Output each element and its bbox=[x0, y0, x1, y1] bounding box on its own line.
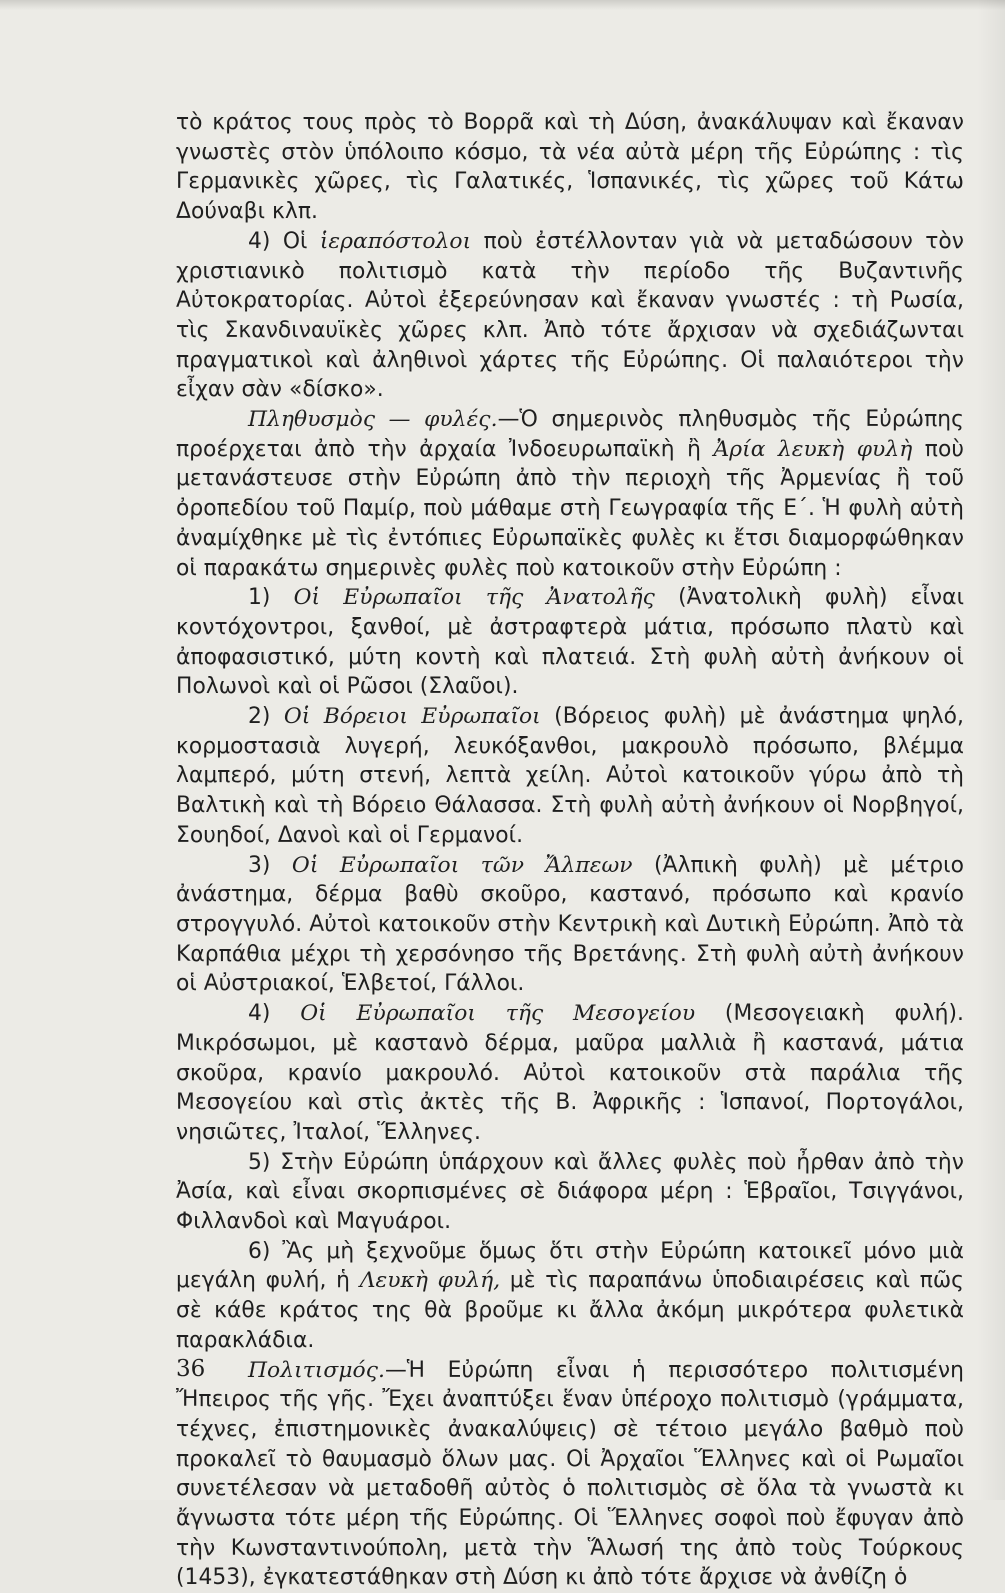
race-number: 2) bbox=[248, 704, 271, 730]
body-text bbox=[176, 108, 964, 1593]
section-heading-civilization: Πολιτισμός. bbox=[248, 1357, 385, 1383]
race-description: (Ἀνατολικὴ φυλὴ) εἶναι κοντόχοντροι, ξανθοί, μὲ ἀστραφτερὰ μάτια, πρόσωπο πλατὺ καὶ ἀποφασιστικό, μύτη κοντὴ καὶ πλατειά. Στὴ φυλὴ αὐτὴ ἀνήκουν οἱ Πολωνοὶ καὶ οἱ Ρῶσοι (Σλαῦοι). bbox=[176, 585, 964, 700]
paragraph-intro: τὸ κράτος τους πρὸς τὸ Βορρᾶ καὶ τὴ Δύση, ἀνακάλυψαν καὶ ἔκαναν γνωστὲς στὸν ὑπόλοιπο κόσμο, τὰ νέα αὐτὰ μέρη τῆς Εὐρώπης : τὶς Γερμανικὲς χῶρες, τὶς Γαλατικές, Ἱσπανικές, τὶς χῶρες τοῦ Κάτω Δούναβι κλπ. bbox=[176, 110, 964, 225]
race-item bbox=[176, 999, 964, 1148]
page-number: 36 bbox=[176, 1356, 206, 1382]
paragraph-text: —Ὁ σημερινὸς πληθυσμὸς τῆς Εὐρώπης προέρχεται ἀπὸ τὴν ἀρχαία Ἰνδοευρωπαϊκὴ ἢ bbox=[176, 407, 964, 462]
paragraph-text: —Ἡ Εὐρώπη εἶναι ἡ περισσότερο πολιτισμένη Ἤπειρος τῆς γῆς. Ἔχει ἀναπτύξει ἕναν ὑπέροχο πολιτισμὸ (γράμματα, τέχνες, ἐπιστημονικὲς ἀνακαλύψεις) σὲ τέτοιο μεγάλο βαθμὸ ποὺ προκαλεῖ τὸ θαυμασμὸ ὅλων μας. Οἱ Ἀρχαῖοι Ἕλληνες καὶ οἱ Ρωμαῖοι συνετέλεσαν νὰ μεταδοθῆ αὐτὸς ὁ πολιτισμὸς σὲ ὅλα τὰ γνωστὰ κι ἄγνωστα τότε μέρη τῆς Εὐρώπης. Οἱ Ἕλληνες σοφοὶ ποὺ ἔφυγαν ἀπὸ τὴν Κωνσταντινούπολη, μετὰ τὴν Ἅλωσή της ἀπὸ τοὺς Τούρκους (1453), ἐγκατεστάθηκαν στὴ Δύση κι ἀπὸ τότε ἄρχισε νὰ ἀνθίζη ὁ bbox=[176, 1357, 964, 1591]
race-name: Οἱ Εὐρωπαῖοι τῆς Μεσογείου bbox=[300, 1001, 696, 1027]
paragraph-asian-races: 5) Στὴν Εὐρώπη ὑπάρχουν καὶ ἄλλες φυλὲς ποὺ ἦρθαν ἀπὸ τὴν Ἀσία, καὶ εἶναι σκορπισμένες σὲ διάφορα μέρη : Ἑβραῖοι, Τσιγγάνοι, Φιλλανδοὶ καὶ Μαγυάροι. bbox=[176, 1149, 964, 1235]
paragraph-white-race bbox=[176, 1237, 964, 1356]
race-description: (Ἀλπικὴ φυλὴ) μὲ μέτριο ἀνάστημα, δέρμα βαθὺ σκοῦρο, καστανό, πρόσωπο καὶ κρανίο στρογγυλό. Αὐτοὶ κατοικοῦν στὴν Κεντρικὴ καὶ Δυτικὴ Εὐρώπη. Ἀπὸ τὰ Καρπάθια μέχρι τὴ χερσόνησο τῆς Βρετάνης. Στὴ φυλὴ αὐτὴ ἀνήκουν οἱ Αὐστριακοί, Ἑλβετοί, Γάλλοι. bbox=[176, 852, 964, 997]
race-item bbox=[176, 851, 964, 1000]
section-heading-population: Πληθυσμὸς — φυλές. bbox=[248, 407, 498, 433]
race-description: (Μεσογειακὴ φυλή). Μικρόσωμοι, μὲ καστανὸ δέρμα, μαῦρα μαλλιὰ ἢ καστανά, μάτια σκοῦρα, κρανίο μακρουλό. Αὐτοὶ κατοικοῦν στὰ παράλια τῆς Μεσογείου καὶ στὶς ἀκτὲς τῆς Β. Ἀφρικῆς : Ἱσπανοί, Πορτογάλοι, νησιῶτες, Ἰταλοί, Ἕλληνες. bbox=[176, 1001, 965, 1145]
paragraph-civilization bbox=[176, 1356, 964, 1593]
race-number: 3) bbox=[248, 852, 271, 878]
page-edge-shadow bbox=[977, 0, 1005, 1500]
race-item bbox=[176, 583, 964, 702]
race-number: 4) bbox=[248, 1001, 271, 1027]
paragraph-text: μὲ τὶς παραπάνω ὑποδιαιρέσεις καὶ πῶς σὲ κάθε κράτος της θὰ βροῦμε κι ἄλλα ἀκόμη μικρότερα φυλετικὰ παρακλάδια. bbox=[176, 1268, 965, 1353]
paragraph-missionaries bbox=[176, 227, 964, 405]
paragraph-text: ποὺ μετανάστευσε στὴν Εὐρώπη ἀπὸ τὴν περιοχὴ τῆς Ἀρμενίας ἢ τοῦ ὀροπεδίου τοῦ Παμίρ, ποὺ μάθαμε στὴ Γεωγραφία τῆς Ε΄. Ἡ φυλὴ αὐτὴ ἀναμίχθηκε μὲ τὶς ἐντόπιες Εὐρωπαϊκὲς φυλὲς κι ἔτσι διαμορφώθηκαν οἱ παρακάτω σημερινὲς φυλὲς ποὺ κατοικοῦν στὴν Εὐρώπη : bbox=[176, 436, 964, 581]
paragraph-text: ποὺ ἐστέλλονταν γιὰ νὰ μεταδώσουν τὸν χριστιανικὸ πολιτισμὸ κατὰ τὴν περίοδο τῆς Βυζαντινῆς Αὐτοκρατορίας. Αὐτοὶ ἐξερεύνησαν καὶ ἔκαναν γνωστές : τὴ Ρωσία, τὶς Σκανδιναυϊκὲς χῶρες κλπ. Ἀπὸ τότε ἄρχισαν νὰ σχεδιάζωνται πραγματικοὶ καὶ ἀληθινοὶ χάρτες τῆς Εὐρώπης. Οἱ παλαιότεροι τὴν εἶχαν σὰν «δίσκο». bbox=[176, 228, 964, 403]
emphasis-aryan-race: Ἀρία λευκὴ φυλὴ bbox=[713, 436, 913, 462]
item-number: 4) Οἱ bbox=[248, 228, 308, 254]
emphasis-white-race: Λευκὴ φυλή, bbox=[359, 1268, 501, 1294]
scan-top-edge bbox=[0, 0, 1005, 10]
race-name: Οἱ Εὐρωπαῖοι τῆς Ἀνατολῆς bbox=[293, 585, 655, 611]
paragraph-text: 6) Ἂς μὴ ξεχνοῦμε ὅμως ὅτι στὴν Εὐρώπη κατοικεῖ μόνο μιὰ μεγάλη φυλή, ἡ bbox=[176, 1238, 964, 1294]
race-description: (Βόρειος φυλὴ) μὲ ἀνάστημα ψηλό, κορμοστασιὰ λυγερή, λευκόξανθοι, μακρουλὸ πρόσωπο, βλέμμα λαμπερό, μύτη στενή, λεπτὰ χείλη. Αὐτοὶ κατοικοῦν γύρω ἀπὸ τὴ Βαλτικὴ καὶ τὴ Βόρειο Θάλασσα. Στὴ φυλὴ αὐτὴ ἀνήκουν οἱ Νορβηγοί, Σουηδοί, Δανοὶ καὶ οἱ Γερμανοί. bbox=[176, 704, 965, 848]
race-number: 1) bbox=[248, 585, 271, 611]
race-name: Οἱ Βόρειοι Εὐρωπαῖοι bbox=[283, 704, 541, 730]
race-item bbox=[176, 702, 964, 851]
emphasis-missionaries: ἱεραπόστολοι bbox=[319, 228, 472, 254]
paragraph-population bbox=[176, 405, 964, 583]
race-name: Οἱ Εὐρωπαῖοι τῶν Ἄλπεων bbox=[291, 852, 633, 878]
